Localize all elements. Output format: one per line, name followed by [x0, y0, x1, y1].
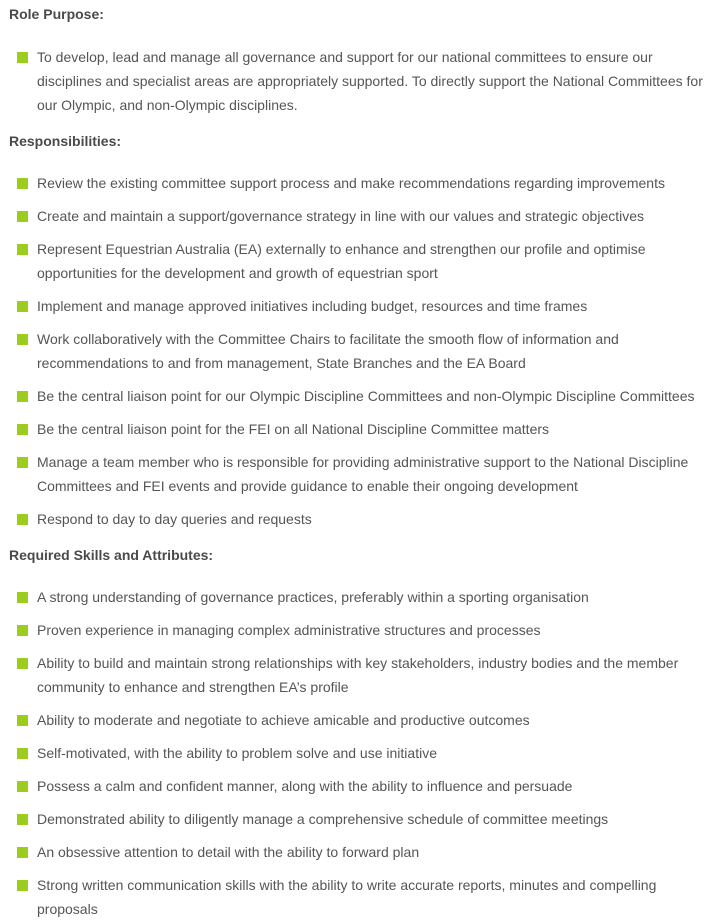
list-item-text: Work collaboratively with the Committee Chairs to facilitate the smooth flow of information and recommendations to and from management, State Branches and the EA Board [37, 331, 619, 371]
square-bullet-icon [17, 457, 28, 468]
list-item [9, 327, 710, 375]
list-item-text: Ability to build and maintain strong relationships with key stakeholders, industry bodies and the member community to enhance and strengthen EA’s profile [37, 655, 679, 695]
square-bullet-icon [17, 211, 28, 222]
list-item [9, 873, 710, 921]
list-item [9, 384, 710, 408]
square-bullet-icon [17, 52, 28, 63]
list-item-text: Review the existing committee support process and make recommendations regarding improvements [37, 175, 665, 191]
list-item [9, 417, 710, 441]
list-item [9, 585, 710, 609]
square-bullet-icon [17, 658, 28, 669]
square-bullet-icon [17, 514, 28, 525]
role-purpose-list [9, 45, 710, 117]
list-item [9, 171, 710, 195]
section-required-skills [9, 546, 710, 921]
section-title-responsibilities: Responsibilities: [9, 133, 122, 149]
section-responsibilities [9, 132, 710, 531]
square-bullet-icon [17, 334, 28, 345]
section-title-role-purpose: Role Purpose: [9, 6, 104, 22]
list-item [9, 45, 710, 117]
square-bullet-icon [17, 178, 28, 189]
list-item [9, 774, 710, 798]
square-bullet-icon [17, 244, 28, 255]
list-item [9, 651, 710, 699]
list-item-text: Demonstrated ability to diligently manage a comprehensive schedule of committee meetings [37, 811, 609, 827]
list-item-text: Be the central liaison point for the FEI on all National Discipline Committee matters [37, 421, 550, 437]
list-item [9, 708, 710, 732]
list-item-text: Manage a team member who is responsible for providing administrative support to the National Discipline Committees and FEI events and provide guidance to enable their ongoing development [37, 454, 689, 494]
section-role-purpose [9, 5, 710, 117]
square-bullet-icon [17, 424, 28, 435]
list-item-text: Strong written communication skills with the ability to write accurate reports, minutes and compelling proposals [37, 877, 657, 917]
list-item-text: Self-motivated, with the ability to problem solve and use initiative [37, 745, 437, 761]
list-item-text: To develop, lead and manage all governance and support for our national committees to ensure our disciplines and specialist areas are appropriately supported. To directly support the National Committees for our Olympic, and non-Olympic disciplines. [37, 49, 703, 113]
list-item [9, 450, 710, 498]
square-bullet-icon [17, 880, 28, 891]
square-bullet-icon [17, 625, 28, 636]
list-item-text: Respond to day to day queries and requests [37, 511, 312, 527]
list-item [9, 507, 710, 531]
list-item [9, 204, 710, 228]
list-item [9, 840, 710, 864]
section-title-required-skills: Required Skills and Attributes: [9, 547, 214, 563]
list-item [9, 741, 710, 765]
square-bullet-icon [17, 748, 28, 759]
responsibilities-list [9, 171, 710, 531]
list-item [9, 618, 710, 642]
square-bullet-icon [17, 715, 28, 726]
square-bullet-icon [17, 391, 28, 402]
list-item-text: Ability to moderate and negotiate to achieve amicable and productive outcomes [37, 712, 530, 728]
list-item [9, 294, 710, 318]
square-bullet-icon [17, 592, 28, 603]
list-item [9, 807, 710, 831]
list-item-text: A strong understanding of governance practices, preferably within a sporting organisation [37, 589, 589, 605]
square-bullet-icon [17, 847, 28, 858]
list-item-text: Implement and manage approved initiatives including budget, resources and time frames [37, 298, 588, 314]
square-bullet-icon [17, 301, 28, 312]
list-item-text: Represent Equestrian Australia (EA) externally to enhance and strengthen our profile and optimise opportunities for the development and growth of equestrian sport [37, 241, 646, 281]
square-bullet-icon [17, 781, 28, 792]
list-item-text: Proven experience in managing complex administrative structures and processes [37, 622, 541, 638]
list-item-text: An obsessive attention to detail with the ability to forward plan [37, 844, 420, 860]
list-item-text: Create and maintain a support/governance strategy in line with our values and strategic objectives [37, 208, 645, 224]
square-bullet-icon [17, 814, 28, 825]
list-item-text: Possess a calm and confident manner, along with the ability to influence and persuade [37, 778, 573, 794]
list-item [9, 237, 710, 285]
list-item-text: Be the central liaison point for our Olympic Discipline Committees and non-Olympic Discipline Committees [37, 388, 695, 404]
required-skills-list [9, 585, 710, 921]
